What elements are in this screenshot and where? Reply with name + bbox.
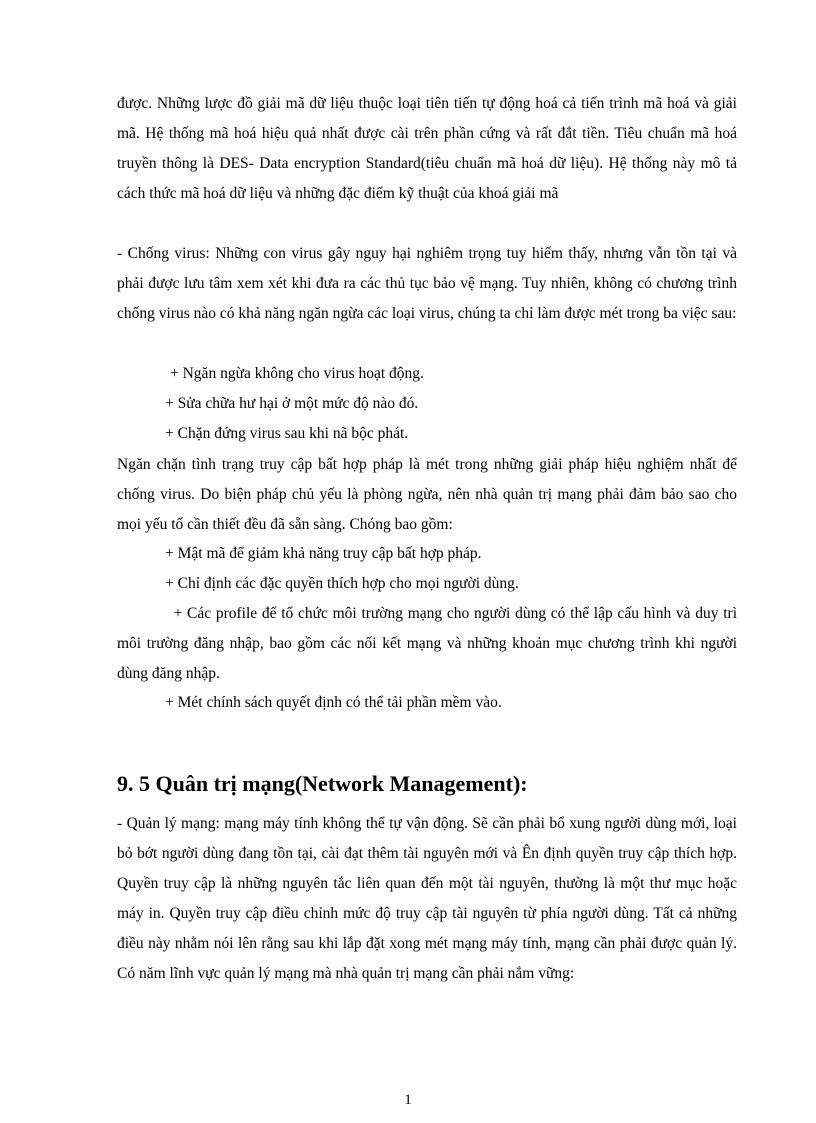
paragraph-antivirus: - Chống virus: Những con virus gây nguy hại nghiêm trọng tuy hiếm thấy, nhưng vẫn tồn tại và phải được lưu tâm xem xét khi đưa ra các thủ tục bảo vệ mạng. Tuy nhiên, không có chương trình chống virus nào có khả năng ngăn ngừa các loại virus, chúng ta chỉ làm được mét trong ba việc sau:: [117, 245, 737, 322]
bullet-software-policy: + Mét chính sách quyết định có thể tải phần mềm vào.: [165, 694, 502, 711]
section-heading: 9. 5 Quân trị mạng(Network Management):: [117, 771, 528, 796]
bullet-passwords: + Mật mã để giảm khả năng truy cập bất hợp pháp.: [165, 545, 482, 562]
paragraph-profiles: + Các profile để tổ chức môi trường mạng cho người dùng có thể lập cấu hình và duy trì môi trường đăng nhập, bao gồm các nối kết mạng và những khoản mục chương trình khi người dùng đăng nhập.: [117, 605, 741, 682]
page-number: 1: [404, 1092, 412, 1108]
bullet-privileges: + Chỉ định các đặc quyền thích hợp cho mọi người dùng.: [165, 575, 519, 592]
paragraph-encryption: được. Những lược đồ giải mã dữ liệu thuộc loại tiên tiến tự động hoá cả tiến trình mã hoá và giải mã. Hệ thống mã hoá hiệu quả nhất được cài trên phần cứng và rất đắt tiền. Tiêu chuẩn mã hoá truyền thông là DES- Data encryption Standard(tiêu chuẩn mã hoá dữ liệu). Hệ thống này mô tả cách thức mã hoá dữ liệu và những đặc điểm kỹ thuật của khoá giải mã: [117, 95, 737, 202]
bullet-prevent-virus: + Ngăn ngừa không cho virus hoạt động.: [170, 365, 424, 382]
bullet-stop-virus: + Chặn đứng virus sau khi nã bộc phát.: [165, 425, 409, 442]
bullet-repair-damage: + Sửa chữa hư hại ở một mức độ nào đó.: [165, 395, 419, 412]
paragraph-access-prevention: Ngăn chặn tình trạng truy cập bất hợp pháp là mét trong những giải pháp hiệu nghiệm nhất để chống virus. Do biện pháp chủ yếu là phòng ngừa, nên nhà quản trị mạng phải đảm bảo sao cho mọi yếu tố cần thiết đều đã sẵn sàng. Chóng bao gồm:: [117, 456, 737, 533]
paragraph-network-management: - Quản lý mạng: mạng máy tính không thể tự vận động. Sẽ cần phải bổ xung người dùng mới, loại bỏ bớt người dùng đang tồn tại, cài đạt thêm tài nguyên mới và Ên định quyền truy cập thích hợp. Quyền truy cập là những nguyên tắc liên quan đến một tài nguyên, thường là một thư mục hoặc máy in. Quyền truy cập điều chỉnh mức độ truy cập tài nguyên từ phía người dùng. Tất cả những điều này nhằm nói lên rằng sau khi lắp đặt xong mét mạng máy tính, mạng cần phải được quản lý. Có năm lĩnh vực quản lý mạng mà nhà quản trị mạng cần phải nắm vững:: [117, 815, 737, 982]
